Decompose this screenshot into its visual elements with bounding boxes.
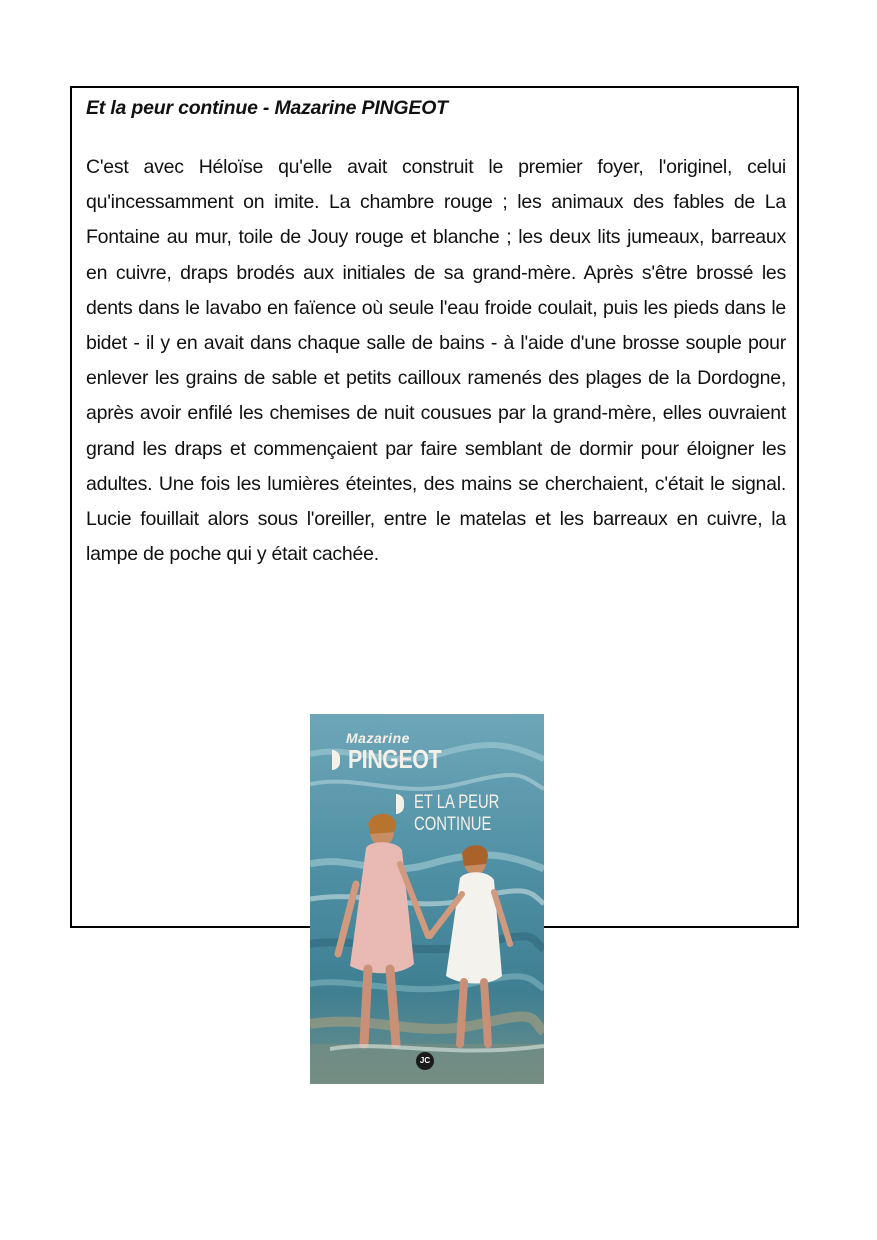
cover-author-last: PINGEOT <box>348 744 442 774</box>
publisher-logo: JC <box>416 1052 434 1070</box>
excerpt-text: C'est avec Héloïse qu'elle avait construit le premier foyer, l'originel, celui qu'incessamment on imite. La chambre rouge ; les animaux des fables de La Fontaine au mur, toile de Jouy rouge et blanche ; les deux lits jumeaux, barreaux en cuivre, draps brodés aux initiales de sa grand-mère. Après s'être brossé les dents dans le lavabo en faïence où seule l'eau froide coulait, puis les pieds dans le bidet - il y en avait dans chaque salle de bains - à l'aide d'une brosse souple pour enlever les grains de sable et petits cailloux ramenés des plages de la Dordogne, après avoir enfilé les chemises de nuit cousues par la grand-mère, elles ouvraient grand les draps et commençaient par faire semblant de dormir pour éloigner les adultes. Une fois les lumières éteintes, des mains se cherchaient, c'était le signal. Lucie fouillait alors sous l'oreiller, entre le matelas et les barreaux en cuivre, la lampe de poche qui y était cachée. <box>86 156 786 566</box>
cover-author-first: Mazarine <box>346 730 410 746</box>
book-heading: Et la peur continue - Mazarine PINGEOT <box>86 97 448 119</box>
book-cover <box>310 714 544 1084</box>
cover-book-title: ET LA PEUR CONTINUE <box>414 792 500 835</box>
